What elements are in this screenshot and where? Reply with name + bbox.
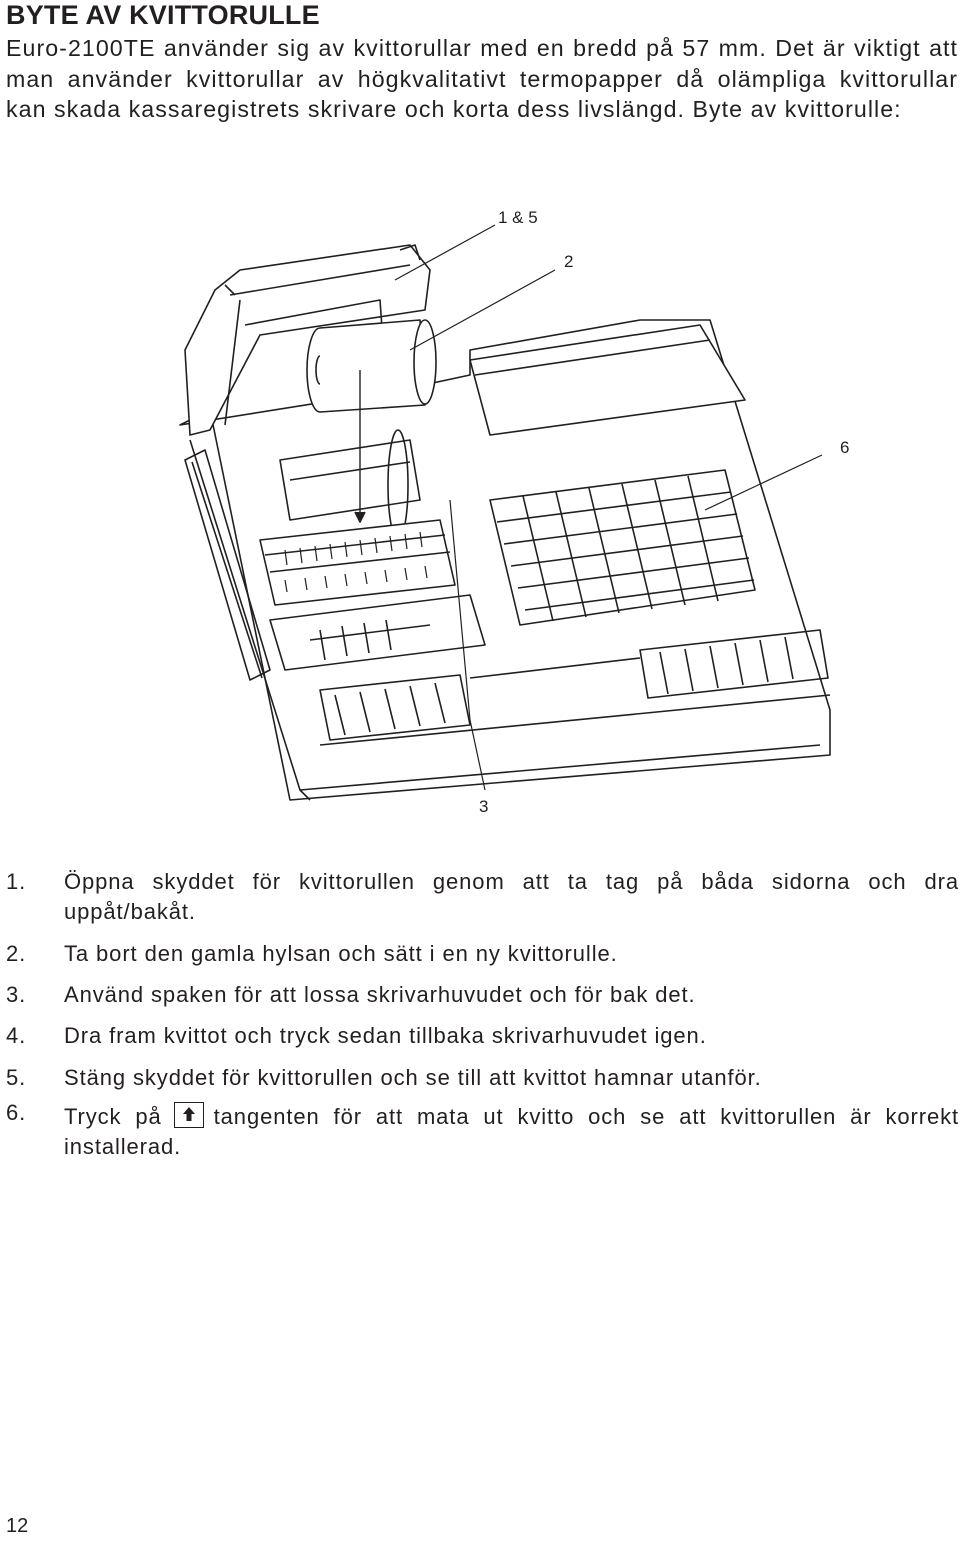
step-number: 1.: [6, 869, 27, 894]
feed-key-icon: [174, 1102, 204, 1128]
step-number: 4.: [6, 1023, 27, 1048]
page-number: 12: [6, 1515, 29, 1537]
cash-register-drawing: [170, 200, 870, 820]
page-title: BYTE AV KVITTORULLE: [6, 0, 320, 30]
step-text: [64, 1102, 959, 1162]
cash-register-illustration: [170, 200, 870, 820]
step-text: Stäng skyddet för kvittorullen och se till att kvittot hamnar utanför.: [64, 1065, 762, 1090]
step-text: Dra fram kvittot och tryck sedan tillbaka skrivarhuvudet igen.: [64, 1023, 707, 1048]
callout-1-and-5: 1 & 5: [498, 208, 538, 227]
callout-6: 6: [840, 438, 850, 457]
step-number: 6.: [6, 1100, 27, 1125]
callout-2: 2: [564, 252, 574, 271]
intro-paragraph: Euro-2100TE använder sig av kvittorullar med en bredd på 57 mm. Det är viktigt att man använder kvittorullar av högkvalitativt termopapper då olämpliga kvittorullar kan skada kassaregistrets skrivare och korta dess livslängd. Byte av kvittorulle:: [6, 35, 958, 122]
step-text: Ta bort den gamla hylsan och sätt i en ny kvittorulle.: [64, 941, 618, 966]
callout-3: 3: [479, 797, 489, 816]
step-text: Använd spaken för att lossa skrivarhuvudet och för bak det.: [64, 982, 696, 1007]
step-number: 2.: [6, 941, 27, 966]
step-text-after: tangenten för att mata ut kvitto och se att kvittorullen är korrekt installerad.: [64, 1104, 960, 1159]
step-number: 5.: [6, 1065, 27, 1090]
step-text: Öppna skyddet för kvittorullen genom att ta tag på båda sidorna och dra uppåt/bakåt.: [64, 869, 959, 924]
step-number: 3.: [6, 982, 27, 1007]
step-text-before: Tryck på: [64, 1104, 162, 1129]
